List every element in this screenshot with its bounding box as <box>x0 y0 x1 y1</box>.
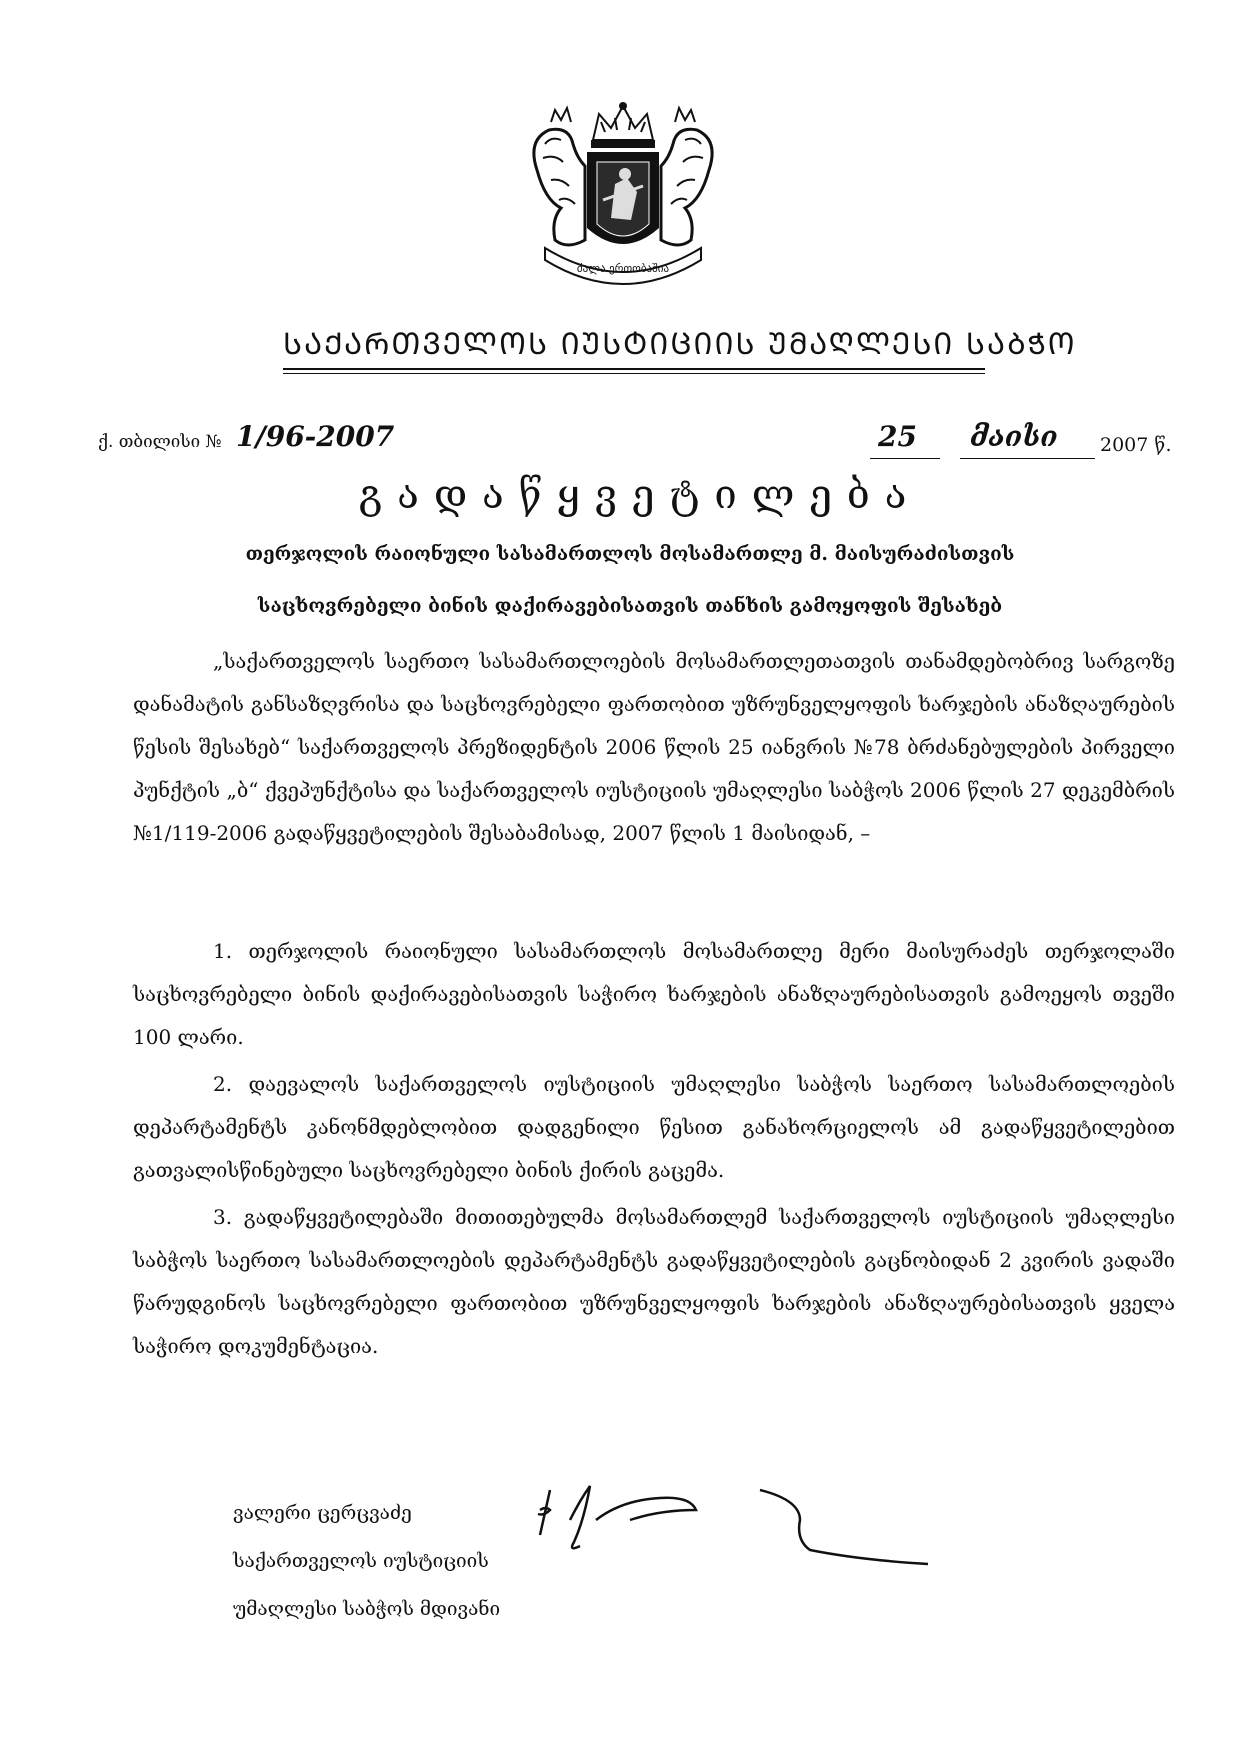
signatory-title-line-2: უმაღლესი საბჭოს მდივანი <box>233 1598 501 1620</box>
institution-header: ᲡᲐᲥᲐᲠᲗᲕᲔᲚᲝᲡ ᲘᲣᲡᲢᲘᲪᲘᲘᲡ ᲣᲛᲐᲦᲚᲔᲡᲘ ᲡᲐᲑᲭᲝ <box>283 327 1077 362</box>
header-rule <box>283 368 985 370</box>
signatory-title-line-1: საქართველოს იუსტიციის <box>233 1550 489 1572</box>
document-date <box>870 420 1180 460</box>
date-day-underline <box>870 458 940 459</box>
subject-line-2: საცხოვრებელი ბინის დაქირავებისათვის თანხის გამოყოფის შესახებ <box>257 595 1003 617</box>
georgia-coat-of-arms-icon <box>515 100 731 290</box>
document-number: 1/96-2007 <box>236 420 395 453</box>
signatory-name: ვალერი ცერცვაძე <box>233 1502 412 1524</box>
subject-line-1: თერჯოლის რაიონული სასამართლოს მოსამართლე მ. მაისურაძისთვის <box>245 543 1015 565</box>
handwritten-signature <box>510 1480 930 1570</box>
decision-item-2: 2. დაევალოს საქართველოს იუსტიციის უმაღლესი საბჭოს საერთო სასამართლოების დეპარტამენტს კანონმდებლობით დადგენილი წესით განახორციელოს ამ გადაწყვეტილებით გათვალისწინებული საცხოვრებელი ბინის ქირის გაცემა. <box>133 1072 1175 1182</box>
document-title: გადაწყვეტილება <box>358 472 922 518</box>
date-year: 2007 წ. <box>1100 434 1172 456</box>
date-month: მაისი <box>970 420 1058 453</box>
place-label: ქ. თბილისი № <box>98 432 222 452</box>
decision-item-3: 3. გადაწყვეტილებაში მითითებულმა მოსამართლემ საქართველოს იუსტიციის უმაღლესი საბჭოს საერთო სასამართლოების დეპარტამენტს გადაწყვეტილების გაცნობიდან 2 კვირის ვადაში წარუდგინოს საცხოვრებელი ფართობით უზრუნველყოფის ხარჯების ანაზღაურებისათვის ყველა საჭირო დოკუმენტაცია. <box>133 1205 1175 1358</box>
header-rule-thin <box>283 373 985 374</box>
preamble-paragraph: „საქართველოს საერთო სასამართლოების მოსამართლეთათვის თანამდებობრივ სარგოზე დანამატის განსაზღვრისა და საცხოვრებელი ფართობით უზრუნველყოფის ხარჯების ანაზღაურების წესის შესახებ“ საქართველოს პრეზიდენტის 2006 წლის 25 იანვრის №78 ბრძანებულების პირველი პუნქტის „ბ“ ქვეპუნქტისა და საქართველოს იუსტიციის უმაღლესი საბჭოს 2006 წლის 27 დეკემბრის №1/119-2006 გადაწყვეტილების შესაბამისად, 2007 წლის 1 მაისიდან, – <box>133 649 1175 845</box>
date-day: 25 <box>878 420 917 453</box>
date-month-underline <box>960 458 1095 459</box>
decision-item-1: 1. თერჯოლის რაიონული სასამართლოს მოსამართლე მერი მაისურაძეს თერჯოლაში საცხოვრებელი ბინის დაქირავებისათვის საჭირო ხარჯების ანაზღაურებისათვის გამოეყოს თვეში 100 ლარი. <box>133 939 1175 1049</box>
emblem-motto: ძალა ერთობაშია <box>576 262 670 275</box>
